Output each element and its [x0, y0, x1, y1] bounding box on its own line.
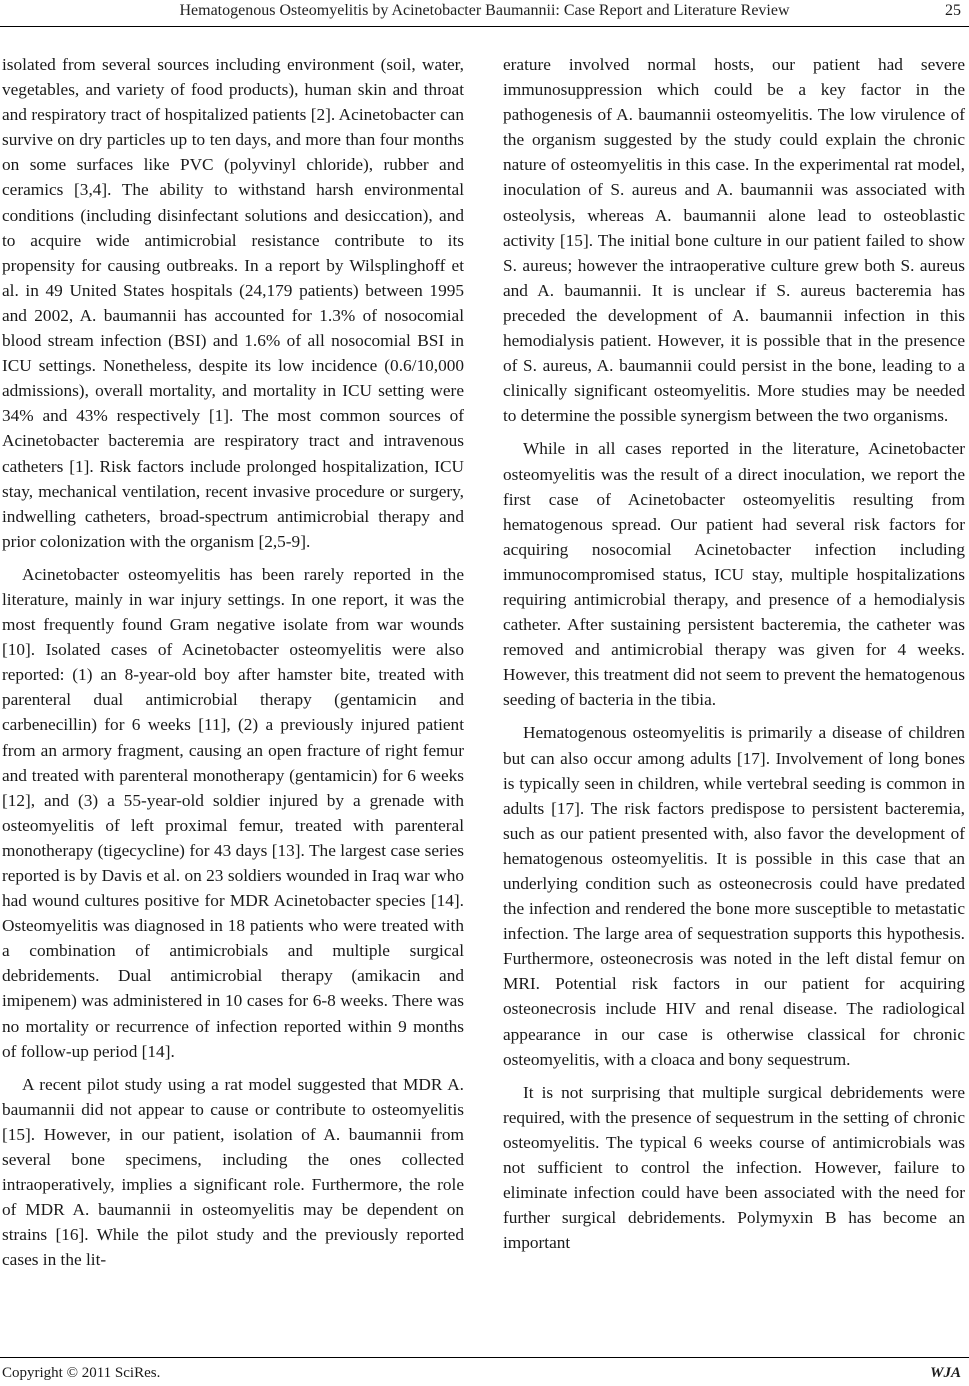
paragraph: Hematogenous osteomyelitis is primarily a disease of children but can also occur among adults [17]. Involvement of long bones is typically seen in children, while vertebral seeding is common in adults [17]. The risk factors predispose to persistent bacteremia, such as our patient presented with, also favor the development of hematogenous osteomyelitis. It is possible in this case that an underlying condition such as osteonecrosis could have predated the infection and rendered the bone more susceptible to metastatic infection. The large area of sequestration supports this hypothesis. Furthermore, osteonecrosis was noted in the left distal femur on MRI. Potential risk factors in our patient for acquiring osteonecrosis include HIV and renal disease. The radiological appearance in our case is otherwise classical for chronic osteomyelitis, with a cloaca and bony sequestrum.: [503, 723, 965, 1069]
copyright-notice: Copyright © 2011 SciRes.: [2, 1365, 161, 1381]
footer-rule: [0, 1357, 969, 1358]
right-column: [503, 52, 965, 1255]
paragraph: It is not surprising that multiple surgical debridements were required, with the presence of sequestrum in the setting of chronic osteomyelitis. The typical 6 weeks course of antimicrobials was not sufficient to control the infection. However, failure to eliminate infection could have been associated with the need for further surgical debridements. Polymyxin B has become an important: [503, 1082, 965, 1253]
running-title: Hematogenous Osteomyelitis by Acinetobacter Baumannii: Case Report and Literature Review: [179, 2, 790, 19]
paragraph: Acinetobacter osteomyelitis has been rarely reported in the literature, mainly in war injury settings. In one report, it was the most frequently found Gram negative isolate from war wounds [10]. Isolated cases of Acinetobacter osteomyelitis were also reported: (1) an 8-year-old boy after hamster bite, treated with parenteral dual antimicrobial therapy (gentamicin and carbenecillin) for 6 weeks [11], (2) a previously injured patient from an armory fragment, causing an open fracture of right femur and treated with parenteral monotherapy (gentamicin) for 6 weeks [12], and (3) a 55-year-old soldier injured by a grenade with osteomyelitis of left proximal femur, treated with parenteral monotherapy (tigecycline) for 43 days [13]. The largest case series reported is by Davis et al. on 23 soldiers wounded in Iraq war who had wound cultures positive for MDR Acinetobacter species [14]. Osteomyelitis was diagnosed in 18 patients who were treated with a combination of antimicrobials and multiple surgical debridements. Dual antimicrobial therapy (amikacin and imipenem) was administered in 10 cases for 6-8 weeks. There was no mortality or recurrence of infection reported within 9 months of follow-up period [14].: [2, 564, 464, 1061]
page-number: 25: [945, 2, 961, 19]
left-column: [2, 52, 464, 1273]
paragraph: While in all cases reported in the literature, Acinetobacter osteomyelitis was the result of a direct inoculation, we report the first case of Acinetobacter osteomyelitis resulting from hematogenous spread. Our patient had several risk factors for acquiring nosocomial Acinetobacter infection including immunocompromised status, ICU stay, multiple hospitalizations requiring antimicrobial therapy, and presence of a hemodialysis catheter. After sustaining persistent bacteremia, the catheter was removed and antimicrobial therapy was given for 4 weeks. However, this treatment did not seem to prevent the hematogenous seeding of bacteria in the tibia.: [503, 439, 965, 710]
journal-abbreviation: WJA: [930, 1365, 961, 1381]
header-rule: [0, 26, 969, 27]
paragraph: erature involved normal hosts, our patient had severe immunosuppression which could be a key factor in the pathogenesis of A. baumannii osteomyelitis. The low virulence of the organism suggested by the study could explain the chronic nature of osteomyelitis in this case. In the experimental rat model, inoculation of S. aureus and A. baumannii was associated with osteolysis, whereas A. baumannii alone lead to osteoblastic activity [15]. The initial bone culture in our patient failed to show S. aureus; however the intraoperative culture grew both S. aureus and A. baumannii. It is unclear if S. aureus bacteremia has preceded the development of A. baumannii infection in this hemodialysis patient. However, it is possible that in the presence of S. aureus, A. baumannii could persist in the bone, leading to a clinically significant osteomyelitis. More studies may be needed to determine the possible synergism between the two organisms.: [503, 55, 965, 426]
page-header: [0, 0, 969, 28]
paragraph: isolated from several sources including environment (soil, water, vegetables, and variety of food products), human skin and throat and respiratory tract of hospitalized patients [2]. Acinetobacter can survive on dry particles up to ten days, and more than four months on some surfaces like PVC (polyvinyl chloride), rubber and ceramics [3,4]. The ability to withstand harsh environmental conditions (including disinfectant solutions and desiccation), and to acquire wide antimicrobial resistance contribute to its propensity for causing outbreaks. In a report by Wilsplinghoff et al. in 49 United States hospitals (24,179 patients) between 1995 and 2002, A. baumannii has accounted for 1.3% of nosocomial blood stream infection (BSI) and 1.6% of all nosocomial BSI in ICU settings. Nonetheless, despite its low incidence (0.6/10,000 admissions), overall mortality, and mortality in ICU setting were 34% and 43% respectively [1]. The most common sources of Acinetobacter bacteremia are respiratory tract and intravenous catheters [1]. Risk factors include prolonged hospitalization, ICU stay, mechanical ventilation, recent invasive procedure or surgery, indwelling catheters, broad-spectrum antimicrobial therapy and prior colonization with the organism [2,5-9].: [2, 55, 464, 551]
paragraph: A recent pilot study using a rat model suggested that MDR A. baumannii did not appear to cause or contribute to osteomyelitis [15]. However, in our patient, isolation of A. baumannii from several bone specimens, including the ones collected intraoperatively, implies a significant role. Furthermore, the role of MDR A. baumannii in osteomyelitis may be dependent on strains [16]. While the pilot study and the previously reported cases in the lit-: [2, 1074, 464, 1270]
page-footer: [0, 1363, 969, 1383]
